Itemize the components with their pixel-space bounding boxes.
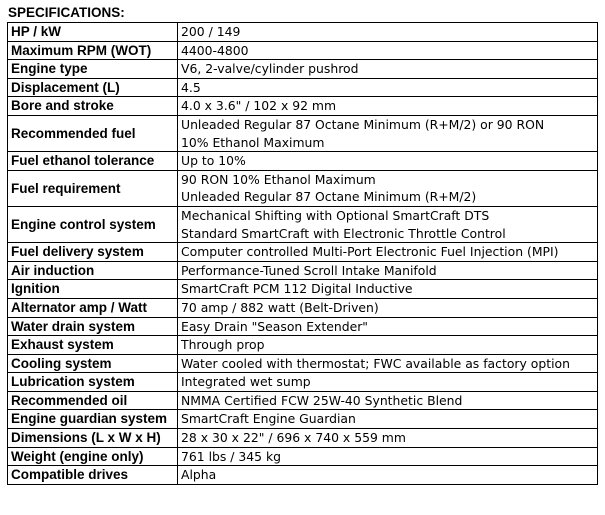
spec-row xyxy=(8,243,598,262)
spec-label: Ignition xyxy=(8,280,178,299)
spec-label: Recommended oil xyxy=(8,391,178,410)
spec-row xyxy=(8,261,598,280)
spec-value: V6, 2-valve/cylinder pushrod xyxy=(178,60,598,79)
specifications-table-body xyxy=(8,23,598,485)
spec-value: NMMA Certified FCW 25W-40 Synthetic Blend xyxy=(178,391,598,410)
spec-value: 90 RON 10% Ethanol Maximum Unleaded Regular 87 Octane Minimum (R+M/2) xyxy=(178,170,598,206)
spec-label: Fuel requirement xyxy=(8,170,178,206)
spec-label: Alternator amp / Watt xyxy=(8,298,178,317)
spec-value: Through prop xyxy=(178,336,598,355)
spec-value: 4.0 x 3.6" / 102 x 92 mm xyxy=(178,97,598,116)
spec-value: 4400-4800 xyxy=(178,41,598,60)
spec-value: 4.5 xyxy=(178,78,598,97)
spec-row xyxy=(8,41,598,60)
spec-value: SmartCraft Engine Guardian xyxy=(178,410,598,429)
spec-row xyxy=(8,354,598,373)
spec-row xyxy=(8,373,598,392)
spec-value: 761 lbs / 345 kg xyxy=(178,447,598,466)
spec-label: Bore and stroke xyxy=(8,97,178,116)
spec-value: 28 x 30 x 22" / 696 x 740 x 559 mm xyxy=(178,429,598,448)
spec-row xyxy=(8,97,598,116)
specifications-table xyxy=(7,22,598,485)
spec-value: Performance-Tuned Scroll Intake Manifold xyxy=(178,261,598,280)
spec-label: Air induction xyxy=(8,261,178,280)
spec-label: Maximum RPM (WOT) xyxy=(8,41,178,60)
spec-label: Fuel ethanol tolerance xyxy=(8,152,178,171)
spec-label: Recommended fuel xyxy=(8,115,178,151)
spec-value: Integrated wet sump xyxy=(178,373,598,392)
spec-label: Displacement (L) xyxy=(8,78,178,97)
spec-label: Cooling system xyxy=(8,354,178,373)
spec-value: Unleaded Regular 87 Octane Minimum (R+M/2) or 90 RON 10% Ethanol Maximum xyxy=(178,115,598,151)
spec-label: Engine type xyxy=(8,60,178,79)
spec-label: Engine guardian system xyxy=(8,410,178,429)
spec-value: SmartCraft PCM 112 Digital Inductive xyxy=(178,280,598,299)
spec-row xyxy=(8,115,598,151)
spec-label: Exhaust system xyxy=(8,336,178,355)
spec-value: Up to 10% xyxy=(178,152,598,171)
spec-label: Weight (engine only) xyxy=(8,447,178,466)
spec-label: Engine control system xyxy=(8,206,178,242)
spec-row xyxy=(8,78,598,97)
spec-value: Water cooled with thermostat; FWC available as factory option xyxy=(178,354,598,373)
spec-label: Fuel delivery system xyxy=(8,243,178,262)
spec-row xyxy=(8,152,598,171)
spec-row xyxy=(8,466,598,485)
spec-row xyxy=(8,23,598,42)
spec-value: 200 / 149 xyxy=(178,23,598,42)
spec-row xyxy=(8,391,598,410)
spec-row xyxy=(8,298,598,317)
spec-row xyxy=(8,336,598,355)
spec-label: Dimensions (L x W x H) xyxy=(8,429,178,448)
spec-label: Lubrication system xyxy=(8,373,178,392)
spec-label: Water drain system xyxy=(8,317,178,336)
spec-row xyxy=(8,317,598,336)
spec-value: 70 amp / 882 watt (Belt-Driven) xyxy=(178,298,598,317)
spec-row xyxy=(8,206,598,242)
spec-value: Easy Drain "Season Extender" xyxy=(178,317,598,336)
spec-value: Computer controlled Multi-Port Electronic Fuel Injection (MPI) xyxy=(178,243,598,262)
spec-row xyxy=(8,60,598,79)
spec-value: Alpha xyxy=(178,466,598,485)
spec-row xyxy=(8,410,598,429)
page-title: SPECIFICATIONS: xyxy=(8,5,125,20)
spec-row xyxy=(8,280,598,299)
spec-value: Mechanical Shifting with Optional SmartCraft DTS Standard SmartCraft with Electronic Throttle Control xyxy=(178,206,598,242)
spec-label: Compatible drives xyxy=(8,466,178,485)
spec-row xyxy=(8,429,598,448)
spec-row xyxy=(8,170,598,206)
spec-label: HP / kW xyxy=(8,23,178,42)
spec-row xyxy=(8,447,598,466)
